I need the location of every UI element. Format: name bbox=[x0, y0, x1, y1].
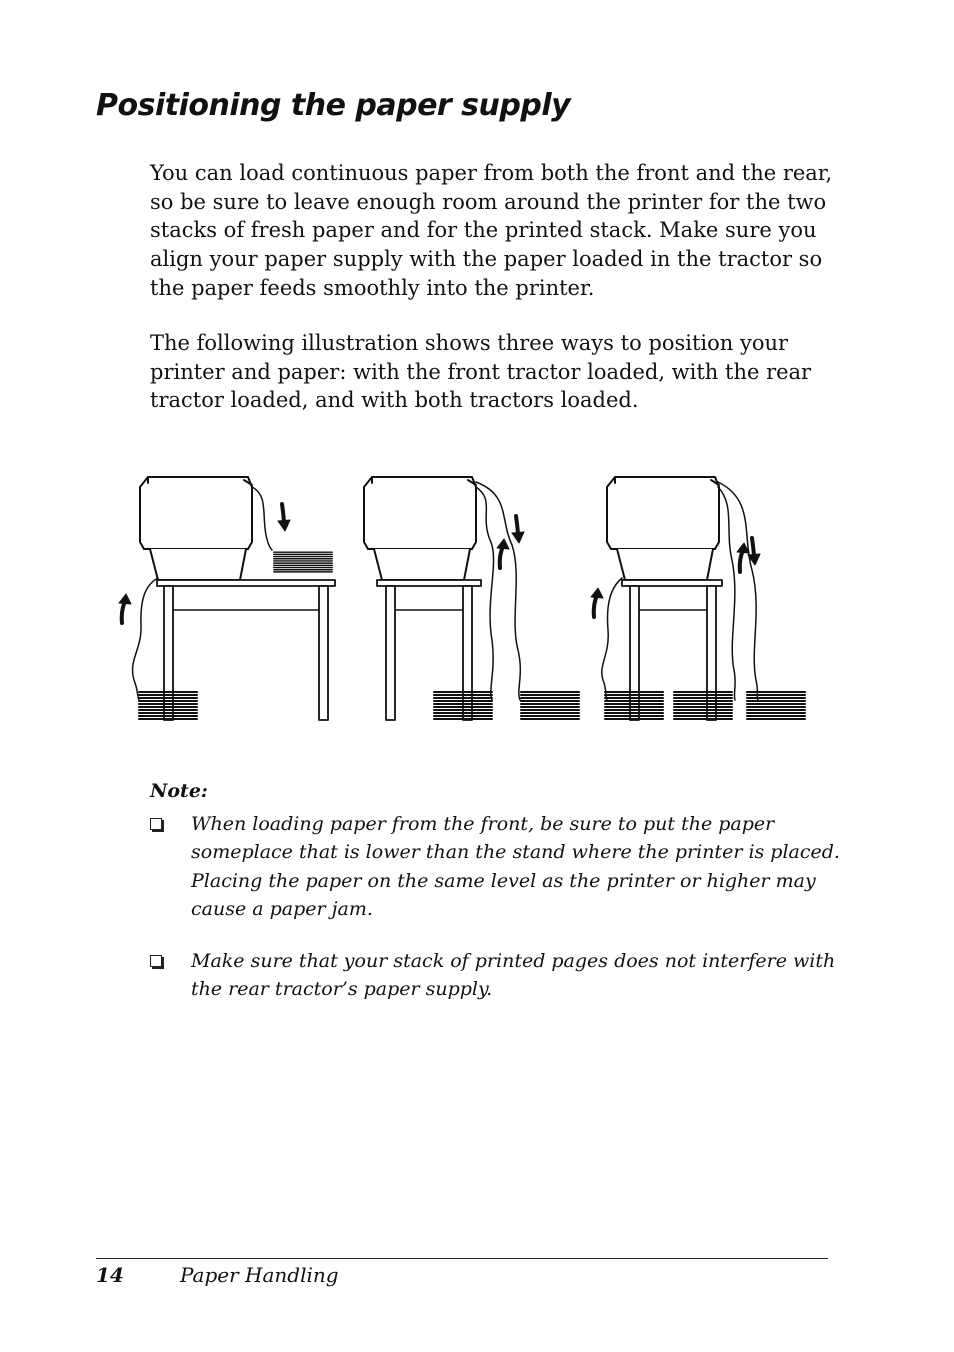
rear-tractor-panel bbox=[364, 477, 579, 720]
section-heading: Positioning the paper supply bbox=[96, 88, 571, 123]
front-tractor-panel bbox=[119, 477, 335, 720]
note-item-text: When loading paper from the front, be sure to put the paper someplace that is lower than the stand where the printer is placed. Placing the paper on the same level as the printer or higher may cause a paper jam. bbox=[191, 813, 840, 920]
note-item bbox=[150, 810, 840, 923]
note-item bbox=[150, 947, 840, 1004]
footer-divider bbox=[96, 1258, 828, 1259]
note-label: Note: bbox=[150, 780, 208, 802]
checkbox-bullet-icon bbox=[150, 818, 162, 830]
intro-paragraph: You can load continuous paper from both the front and the rear, so be sure to leave enough room around the printer for the two stacks of fresh paper and for the printed stack. Make sure you align your paper supply with the paper loaded in the tractor so the paper feeds smoothly into the printer. bbox=[150, 161, 833, 300]
printer-paper-positions-illustration bbox=[100, 470, 820, 732]
note-item-text: Make sure that your stack of printed pages does not interfere with the rear tractor’s paper supply. bbox=[191, 950, 836, 1001]
both-tractors-panel bbox=[591, 477, 805, 720]
page-number: 14 bbox=[96, 1263, 124, 1287]
chapter-title: Paper Handling bbox=[180, 1263, 339, 1287]
illustration-intro-paragraph: The following illustration shows three ways to position your printer and paper: with the front tractor loaded, with the rear tractor loaded, and with both tractors loaded. bbox=[150, 331, 812, 413]
checkbox-bullet-icon bbox=[150, 955, 162, 967]
